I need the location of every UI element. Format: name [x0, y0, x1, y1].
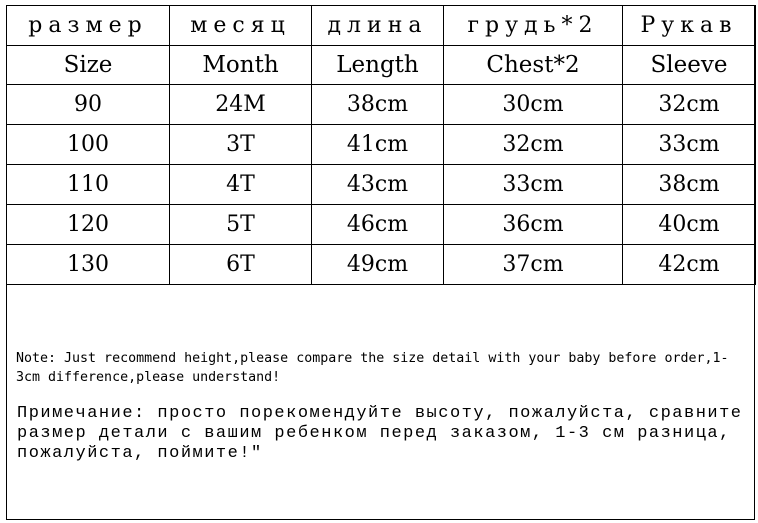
cell-length: 49cm: [312, 245, 444, 285]
cell-month: 5T: [170, 205, 312, 245]
note-russian: Примечание: просто порекомендуйте высоту, пожалуйста, сравните размер детали с вашим ребенком перед заказом, 1-3 см разница, пожалуйста, поймите!": [17, 404, 743, 463]
header-row-russian: [7, 6, 756, 46]
cell-month: 24M: [170, 85, 312, 125]
header-row-english: [7, 46, 756, 85]
header-ru-length: длина: [312, 6, 444, 46]
cell-size: 120: [7, 205, 170, 245]
cell-size: 100: [7, 125, 170, 165]
note-english: Note: Just recommend height,please compare the size detail with your baby before order,1-3cm difference,please understand!: [16, 351, 729, 385]
cell-chest: 33cm: [444, 165, 623, 205]
size-chart: [6, 5, 755, 520]
table-row: [7, 85, 756, 125]
cell-chest: 36cm: [444, 205, 623, 245]
cell-size: 130: [7, 245, 170, 285]
cell-sleeve: 32cm: [623, 85, 756, 125]
header-en-length: Length: [312, 46, 444, 85]
header-ru-sleeve: Рукав: [623, 6, 756, 46]
header-en-size: Size: [7, 46, 170, 85]
header-ru-month: месяц: [170, 6, 312, 46]
size-table: [6, 5, 756, 285]
cell-month: 6T: [170, 245, 312, 285]
header-en-chest: Chest*2: [444, 46, 623, 85]
cell-chest: 37cm: [444, 245, 623, 285]
cell-length: 38cm: [312, 85, 444, 125]
cell-month: 3T: [170, 125, 312, 165]
cell-length: 41cm: [312, 125, 444, 165]
cell-sleeve: 40cm: [623, 205, 756, 245]
cell-size: 110: [7, 165, 170, 205]
cell-chest: 30cm: [444, 85, 623, 125]
cell-length: 43cm: [312, 165, 444, 205]
table-row: [7, 245, 756, 285]
cell-length: 46cm: [312, 205, 444, 245]
cell-size: 90: [7, 85, 170, 125]
cell-sleeve: 38cm: [623, 165, 756, 205]
table-row: [7, 165, 756, 205]
header-en-sleeve: Sleeve: [623, 46, 756, 85]
header-ru-chest: грудь*2: [444, 6, 623, 46]
cell-chest: 32cm: [444, 125, 623, 165]
table-row: [7, 205, 756, 245]
cell-sleeve: 33cm: [623, 125, 756, 165]
header-en-month: Month: [170, 46, 312, 85]
table-row: [7, 125, 756, 165]
cell-month: 4T: [170, 165, 312, 205]
cell-sleeve: 42cm: [623, 245, 756, 285]
header-ru-size: размер: [7, 6, 170, 46]
